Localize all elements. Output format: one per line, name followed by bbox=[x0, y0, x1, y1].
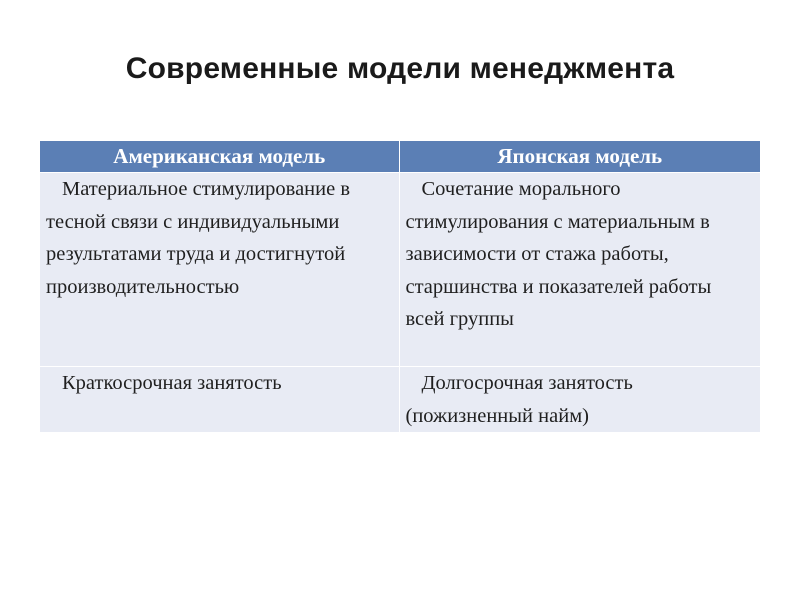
table-header-row bbox=[40, 141, 760, 173]
header-japanese-model: Японская модель bbox=[399, 141, 760, 173]
table-row bbox=[40, 173, 760, 367]
table-row bbox=[40, 367, 760, 433]
american-stimulation-cell: Материальное стимулирование в тесной связи с индивидуальными результатами труда и достигнутой производительностью bbox=[40, 173, 399, 367]
american-employment-cell: Краткосрочная занятость bbox=[40, 367, 399, 433]
comparison-table bbox=[40, 141, 760, 432]
header-american-model: Американская модель bbox=[40, 141, 399, 173]
japanese-stimulation-cell: Сочетание морального стимулирования с материальным в зависимости от стажа работы, старшинства и показателей работы всей группы bbox=[399, 173, 760, 367]
slide-title: Современные модели менеджмента bbox=[125, 52, 675, 85]
japanese-employment-cell: Долгосрочная занятость (пожизненный найм) bbox=[399, 367, 760, 433]
